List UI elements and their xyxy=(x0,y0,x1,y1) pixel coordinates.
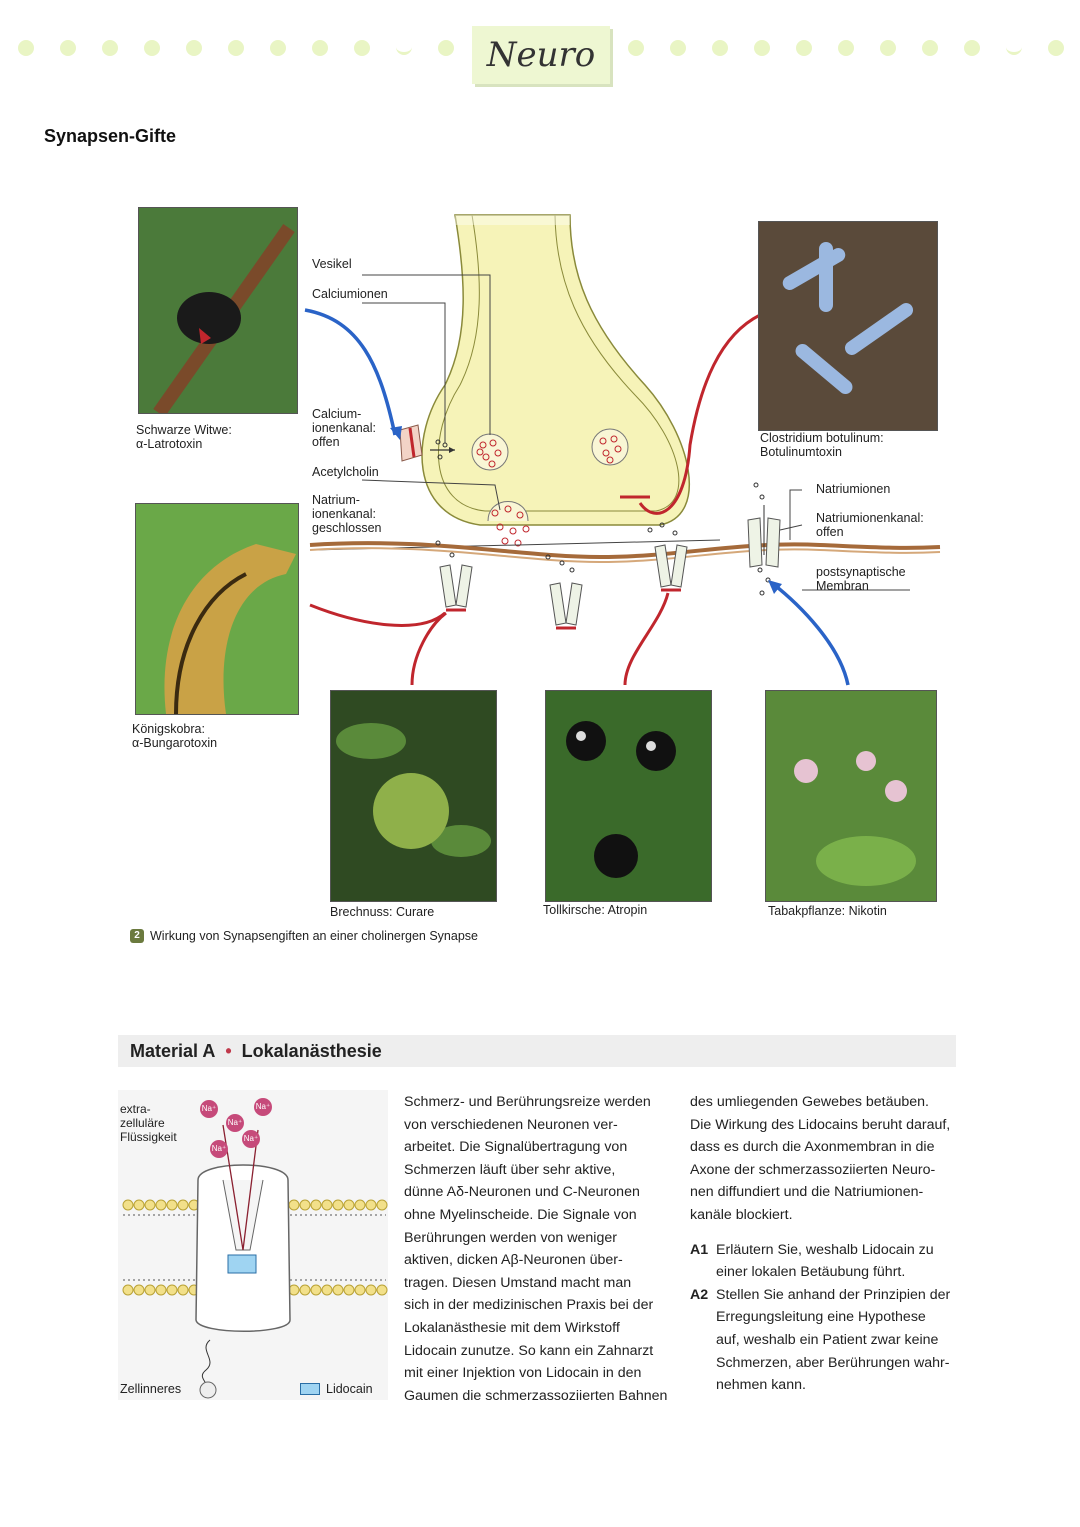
dot xyxy=(18,40,34,56)
text-line: Stellen Sie anhand der Prinzipien der xyxy=(716,1286,951,1303)
label-line: α-Latrotoxin xyxy=(136,437,203,451)
material-label: Material A xyxy=(130,1041,216,1061)
text-line: Die Wirkung des Lidocains beruht darauf, xyxy=(690,1116,951,1133)
label-natriumionen: Natriumionen xyxy=(816,482,891,496)
tollkirsche-photo xyxy=(545,690,712,902)
caption-brechnuss: Brechnuss: Curare xyxy=(330,905,435,919)
receptor-channel xyxy=(546,555,582,628)
label-line: Flüssigkeit xyxy=(120,1130,177,1144)
label-line: Membran xyxy=(816,579,869,593)
text-line: auf, weshalb ein Patient zwar keine xyxy=(716,1331,939,1348)
material-topic: Lokalanästhesie xyxy=(241,1041,382,1061)
dot xyxy=(270,40,286,56)
label-line: Natriumionenkanal: xyxy=(816,511,924,525)
label-line: ionenkanal: xyxy=(312,421,376,435)
atropin-line xyxy=(625,593,668,685)
open-sodium-channel xyxy=(748,483,780,595)
text-line: mit einer Injektion von Lidocain in den xyxy=(404,1365,642,1382)
dot xyxy=(880,40,896,56)
label-postsynaptic xyxy=(816,565,906,593)
text-line: aktiven, dicken Aβ-Neuronen über- xyxy=(404,1252,623,1269)
text-line: des umliegenden Gewebes betäuben. xyxy=(690,1094,929,1110)
label-line: Natrium- xyxy=(312,493,360,507)
text-line: Lidocain zunutze. So kann ein Zahnarzt xyxy=(404,1342,654,1359)
material-a xyxy=(118,1035,958,1415)
brechnuss-photo xyxy=(330,690,497,902)
dot xyxy=(754,40,770,56)
postsynaptic-membrane xyxy=(310,543,940,557)
task-id: A2 xyxy=(690,1286,709,1303)
bungarotoxin-line xyxy=(310,605,445,625)
terminal-fade xyxy=(455,215,570,225)
task-text xyxy=(716,1239,934,1284)
axon-terminal xyxy=(422,215,689,525)
lidocain-legend-icon xyxy=(300,1383,320,1395)
label-extrazellulaer xyxy=(120,1102,177,1144)
material-title xyxy=(130,1041,382,1062)
text-line: dünne Aδ-Neuronen und C-Neuronen xyxy=(404,1184,640,1201)
figure-number: 2 xyxy=(130,929,144,943)
text-line: sich in der medizinischen Praxis bei der xyxy=(404,1297,654,1314)
arrowhead xyxy=(390,426,402,440)
label-line: Botulinumtoxin xyxy=(760,445,842,459)
text-line: kanäle blockiert. xyxy=(690,1206,793,1223)
material-column-2 xyxy=(690,1091,958,1397)
vesicle xyxy=(472,434,508,470)
clostridium-photo xyxy=(758,221,938,431)
sodium-channel-figure xyxy=(118,1090,388,1400)
label-calcium-channel xyxy=(312,407,376,449)
section-subtitle: Synapsen-Gifte xyxy=(44,126,177,146)
text-line: nehmen kann. xyxy=(716,1377,806,1394)
text-line: Schmerzen, aber Berührungen wahr- xyxy=(716,1354,950,1371)
text-line: tragen. Diesen Umstand macht man xyxy=(404,1274,632,1291)
dot xyxy=(628,40,644,56)
label-calciumionen: Calciumionen xyxy=(312,287,388,301)
arrowhead xyxy=(768,580,782,594)
caption-kobra xyxy=(132,722,217,750)
text-line: Erregungsleitung eine Hypothese xyxy=(716,1309,926,1326)
label-sodium-channel-closed xyxy=(312,493,382,535)
text-line: von verschiedenen Neuronen ver- xyxy=(404,1116,618,1133)
task-text xyxy=(716,1284,950,1397)
dot xyxy=(102,40,118,56)
label-line: Schwarze Witwe: xyxy=(136,423,232,437)
dot xyxy=(186,40,202,56)
dot xyxy=(1048,40,1064,56)
dot xyxy=(838,40,854,56)
legend-lidocain xyxy=(300,1382,373,1396)
dot xyxy=(1006,46,1022,55)
sodium-ion: Na⁺ xyxy=(210,1140,228,1158)
dot xyxy=(964,40,980,56)
label-zellinneres: Zellinneres xyxy=(120,1382,182,1396)
text-line: Berührungen werden von weniger xyxy=(404,1229,617,1246)
label-line: Calcium- xyxy=(312,407,362,421)
dot xyxy=(60,40,76,56)
label-line: ionenkanal: xyxy=(312,507,376,521)
sodium-ion: Na⁺ xyxy=(254,1098,272,1116)
text-line: einer lokalen Betäubung führt. xyxy=(716,1264,906,1281)
page-title: Neuro xyxy=(472,26,610,84)
dot xyxy=(396,46,412,55)
caption-witwe xyxy=(136,423,232,451)
material-column-1 xyxy=(404,1091,684,1407)
task-a1 xyxy=(690,1239,958,1284)
text-line: arbeitet. Die Signalübertragung von xyxy=(404,1139,628,1156)
label-acetylcholin: Acetylcholin xyxy=(312,465,379,479)
text-line: Schmerzen läuft über sehr aktive, xyxy=(404,1161,616,1178)
label-line: extra- xyxy=(120,1102,151,1116)
nikotin-arrow xyxy=(772,583,848,685)
tabak-photo xyxy=(765,690,937,902)
label-line: postsynaptische xyxy=(816,565,906,579)
sodium-ion: Na⁺ xyxy=(226,1114,244,1132)
text-line: ohne Myelinscheide. Die Signale von xyxy=(404,1206,637,1223)
sodium-ion: Na⁺ xyxy=(200,1100,218,1118)
vesicle xyxy=(592,429,628,465)
dot xyxy=(312,40,328,56)
material-header xyxy=(118,1035,956,1067)
black-widow-photo xyxy=(138,207,298,414)
label-line: Königskobra: xyxy=(132,722,205,736)
sodium-ion: Na⁺ xyxy=(242,1130,260,1148)
king-cobra-photo xyxy=(135,503,299,715)
label-vesikel: Vesikel xyxy=(312,257,352,271)
figure-caption-text: Wirkung von Synapsengiften an einer cholinergen Synapse xyxy=(150,929,478,943)
dot xyxy=(712,40,728,56)
dot xyxy=(796,40,812,56)
synapse-figure xyxy=(100,185,950,955)
label-line: offen xyxy=(312,435,340,449)
bullet-icon: • xyxy=(225,1041,232,1061)
text-line: Lokalanästhesie mit dem Wirkstoff xyxy=(404,1319,620,1336)
task-id: A1 xyxy=(690,1241,709,1258)
dot xyxy=(228,40,244,56)
label-line: zelluläre xyxy=(120,1116,165,1130)
task-a2 xyxy=(690,1284,958,1397)
caption-tollkirsche: Tollkirsche: Atropin xyxy=(543,903,648,917)
figure-caption xyxy=(130,929,478,943)
label-sodium-channel-open xyxy=(816,511,924,539)
text-line: Axone der schmerzassoziierten Neuro- xyxy=(690,1161,936,1178)
text-line: Schmerz- und Berührungsreize werden xyxy=(404,1094,651,1110)
label-line: Clostridium botulinum: xyxy=(760,431,884,445)
caption-clostridium xyxy=(760,431,884,459)
spacer xyxy=(690,1227,958,1239)
caption-tabak: Tabakpflanze: Nikotin xyxy=(768,904,887,918)
dot xyxy=(144,40,160,56)
dot xyxy=(354,40,370,56)
lidocain-legend-label: Lidocain xyxy=(326,1382,373,1396)
dot xyxy=(438,40,454,56)
dot xyxy=(922,40,938,56)
label-line: α-Bungarotoxin xyxy=(132,736,218,750)
text-line: Erläutern Sie, weshalb Lidocain zu xyxy=(716,1241,934,1258)
text-line: dass es durch die Axonmembran in die xyxy=(690,1139,935,1156)
text-line: nen diffundiert und die Natriumionen- xyxy=(690,1184,924,1201)
lidocain-block xyxy=(228,1255,256,1273)
label-line: offen xyxy=(816,525,844,539)
label-line: geschlossen xyxy=(312,521,382,535)
text-line: Gaumen die schmerzassoziierten Bahnen xyxy=(404,1387,668,1404)
dot xyxy=(670,40,686,56)
